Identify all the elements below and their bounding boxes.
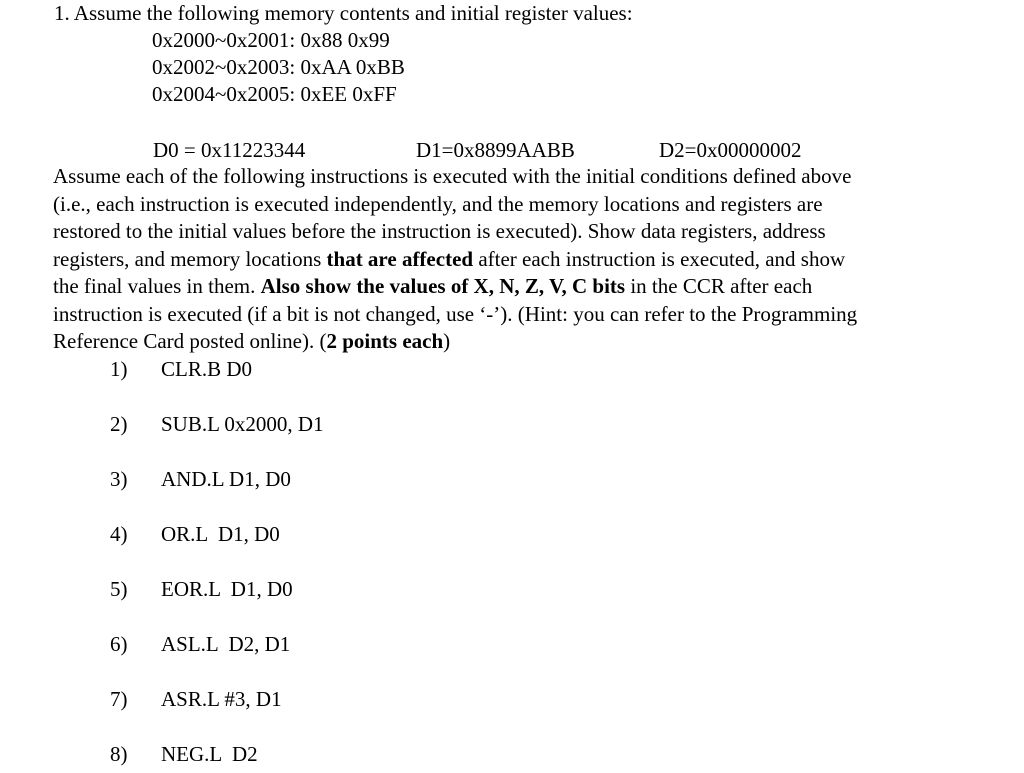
paragraph-line: restored to the initial values before the instruction is executed). Show data registers, address	[53, 219, 826, 243]
instruction-number: 4)	[110, 522, 128, 546]
memory-line-2: 0x2002~0x2003: 0xAA 0xBB	[152, 55, 405, 79]
instruction-number: 5)	[110, 577, 128, 601]
paragraph-text: in the CCR after each	[625, 274, 813, 298]
register-d0: D0 = 0x11223344	[153, 138, 306, 162]
instruction-number: 8)	[110, 742, 128, 766]
instruction-item	[110, 466, 291, 492]
instruction-text: OR.L D1, D0	[161, 522, 280, 546]
instruction-number: 2)	[110, 412, 128, 436]
instruction-item	[110, 631, 290, 657]
paragraph-line: Assume each of the following instructions is executed with the initial conditions defined above	[53, 164, 852, 188]
paragraph-line	[53, 273, 983, 301]
paragraph-line	[53, 328, 983, 356]
instruction-text: ASL.L D2, D1	[161, 632, 291, 656]
instructions-paragraph	[53, 163, 983, 356]
register-d1: D1=0x8899AABB	[416, 138, 575, 162]
paragraph-bold-text: Also show the values of X, N, Z, V, C bits	[260, 274, 626, 298]
instruction-number: 6)	[110, 632, 128, 656]
paragraph-line	[53, 246, 983, 274]
instruction-number: 7)	[110, 687, 128, 711]
instruction-item	[110, 576, 293, 602]
instruction-text: AND.L D1, D0	[161, 467, 291, 491]
instruction-number: 1)	[110, 357, 128, 381]
instruction-item	[110, 411, 324, 437]
instruction-text: EOR.L D1, D0	[161, 577, 293, 601]
paragraph-text: Reference Card posted online). (	[53, 329, 327, 353]
paragraph-line: (i.e., each instruction is executed independently, and the memory locations and registers are	[53, 191, 823, 216]
paragraph-bold-text: that are affected	[326, 246, 474, 271]
instruction-item	[110, 741, 258, 767]
paragraph-text: the final values in them.	[53, 274, 261, 298]
instruction-item	[110, 356, 252, 382]
instruction-text: ASR.L #3, D1	[161, 687, 282, 711]
instruction-text: NEG.L D2	[161, 742, 258, 766]
instruction-text: SUB.L 0x2000, D1	[161, 412, 324, 436]
instruction-number: 3)	[110, 467, 128, 491]
instruction-text: CLR.B D0	[161, 357, 253, 381]
memory-line-1: 0x2000~0x2001: 0x88 0x99	[152, 28, 390, 52]
memory-line-3: 0x2004~0x2005: 0xEE 0xFF	[152, 82, 397, 106]
question-heading: 1. Assume the following memory contents and initial register values:	[54, 1, 633, 25]
paragraph-line: instruction is executed (if a bit is not changed, use ‘-’). (Hint: you can refer to the Programming	[53, 301, 858, 326]
paragraph-text: after each instruction is executed, and show	[473, 246, 846, 271]
instruction-item	[110, 521, 280, 547]
paragraph-text: )	[443, 329, 451, 353]
instruction-item	[110, 686, 282, 712]
paragraph-text: registers, and memory locations	[53, 246, 327, 271]
register-d2: D2=0x00000002	[659, 138, 802, 162]
paragraph-bold-text: 2 points each	[326, 329, 444, 353]
